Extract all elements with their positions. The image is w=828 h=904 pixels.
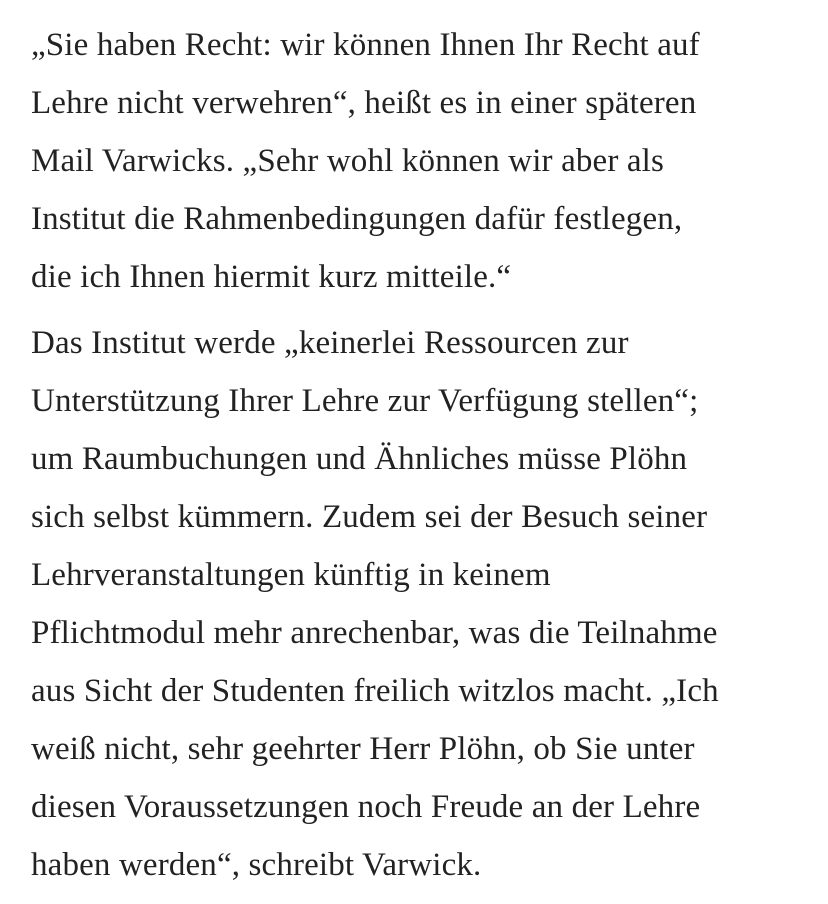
text-line: Mail Varwicks. „Sehr wohl können wir aber als [31,143,664,179]
text-line: Das Institut werde „keinerlei Ressourcen zur [31,325,629,361]
text-line: weiß nicht, sehr geehrter Herr Plöhn, ob Sie unter [31,731,695,767]
text-line: Institut die Rahmenbedingungen dafür festlegen, [31,201,683,237]
text-line: Lehrveranstaltungen künftig in keinem [31,557,551,593]
text-line: aus Sicht der Studenten freilich witzlos macht. „Ich [31,673,719,709]
text-line: um Raumbuchungen und Ähnliches müsse Plöhn [31,441,688,477]
text-line: sich selbst kümmern. Zudem sei der Besuch seiner [31,499,708,535]
text-line: diesen Voraussetzungen noch Freude an der Lehre [31,789,701,825]
text-line: Lehre nicht verwehren“, heißt es in einer späteren [31,85,697,121]
text-line: Unterstützung Ihrer Lehre zur Verfügung stellen“; [31,383,699,419]
paragraph-2 [31,314,808,894]
text-line: die ich Ihnen hiermit kurz mitteile.“ [31,259,512,295]
text-line: haben werden“, schreibt Varwick. [31,847,482,883]
text-line: Pflichtmodul mehr anrechenbar, was die Teilnahme [31,615,718,651]
paragraph-1 [31,16,808,306]
text-line: „Sie haben Recht: wir können Ihnen Ihr Recht auf [31,27,700,63]
